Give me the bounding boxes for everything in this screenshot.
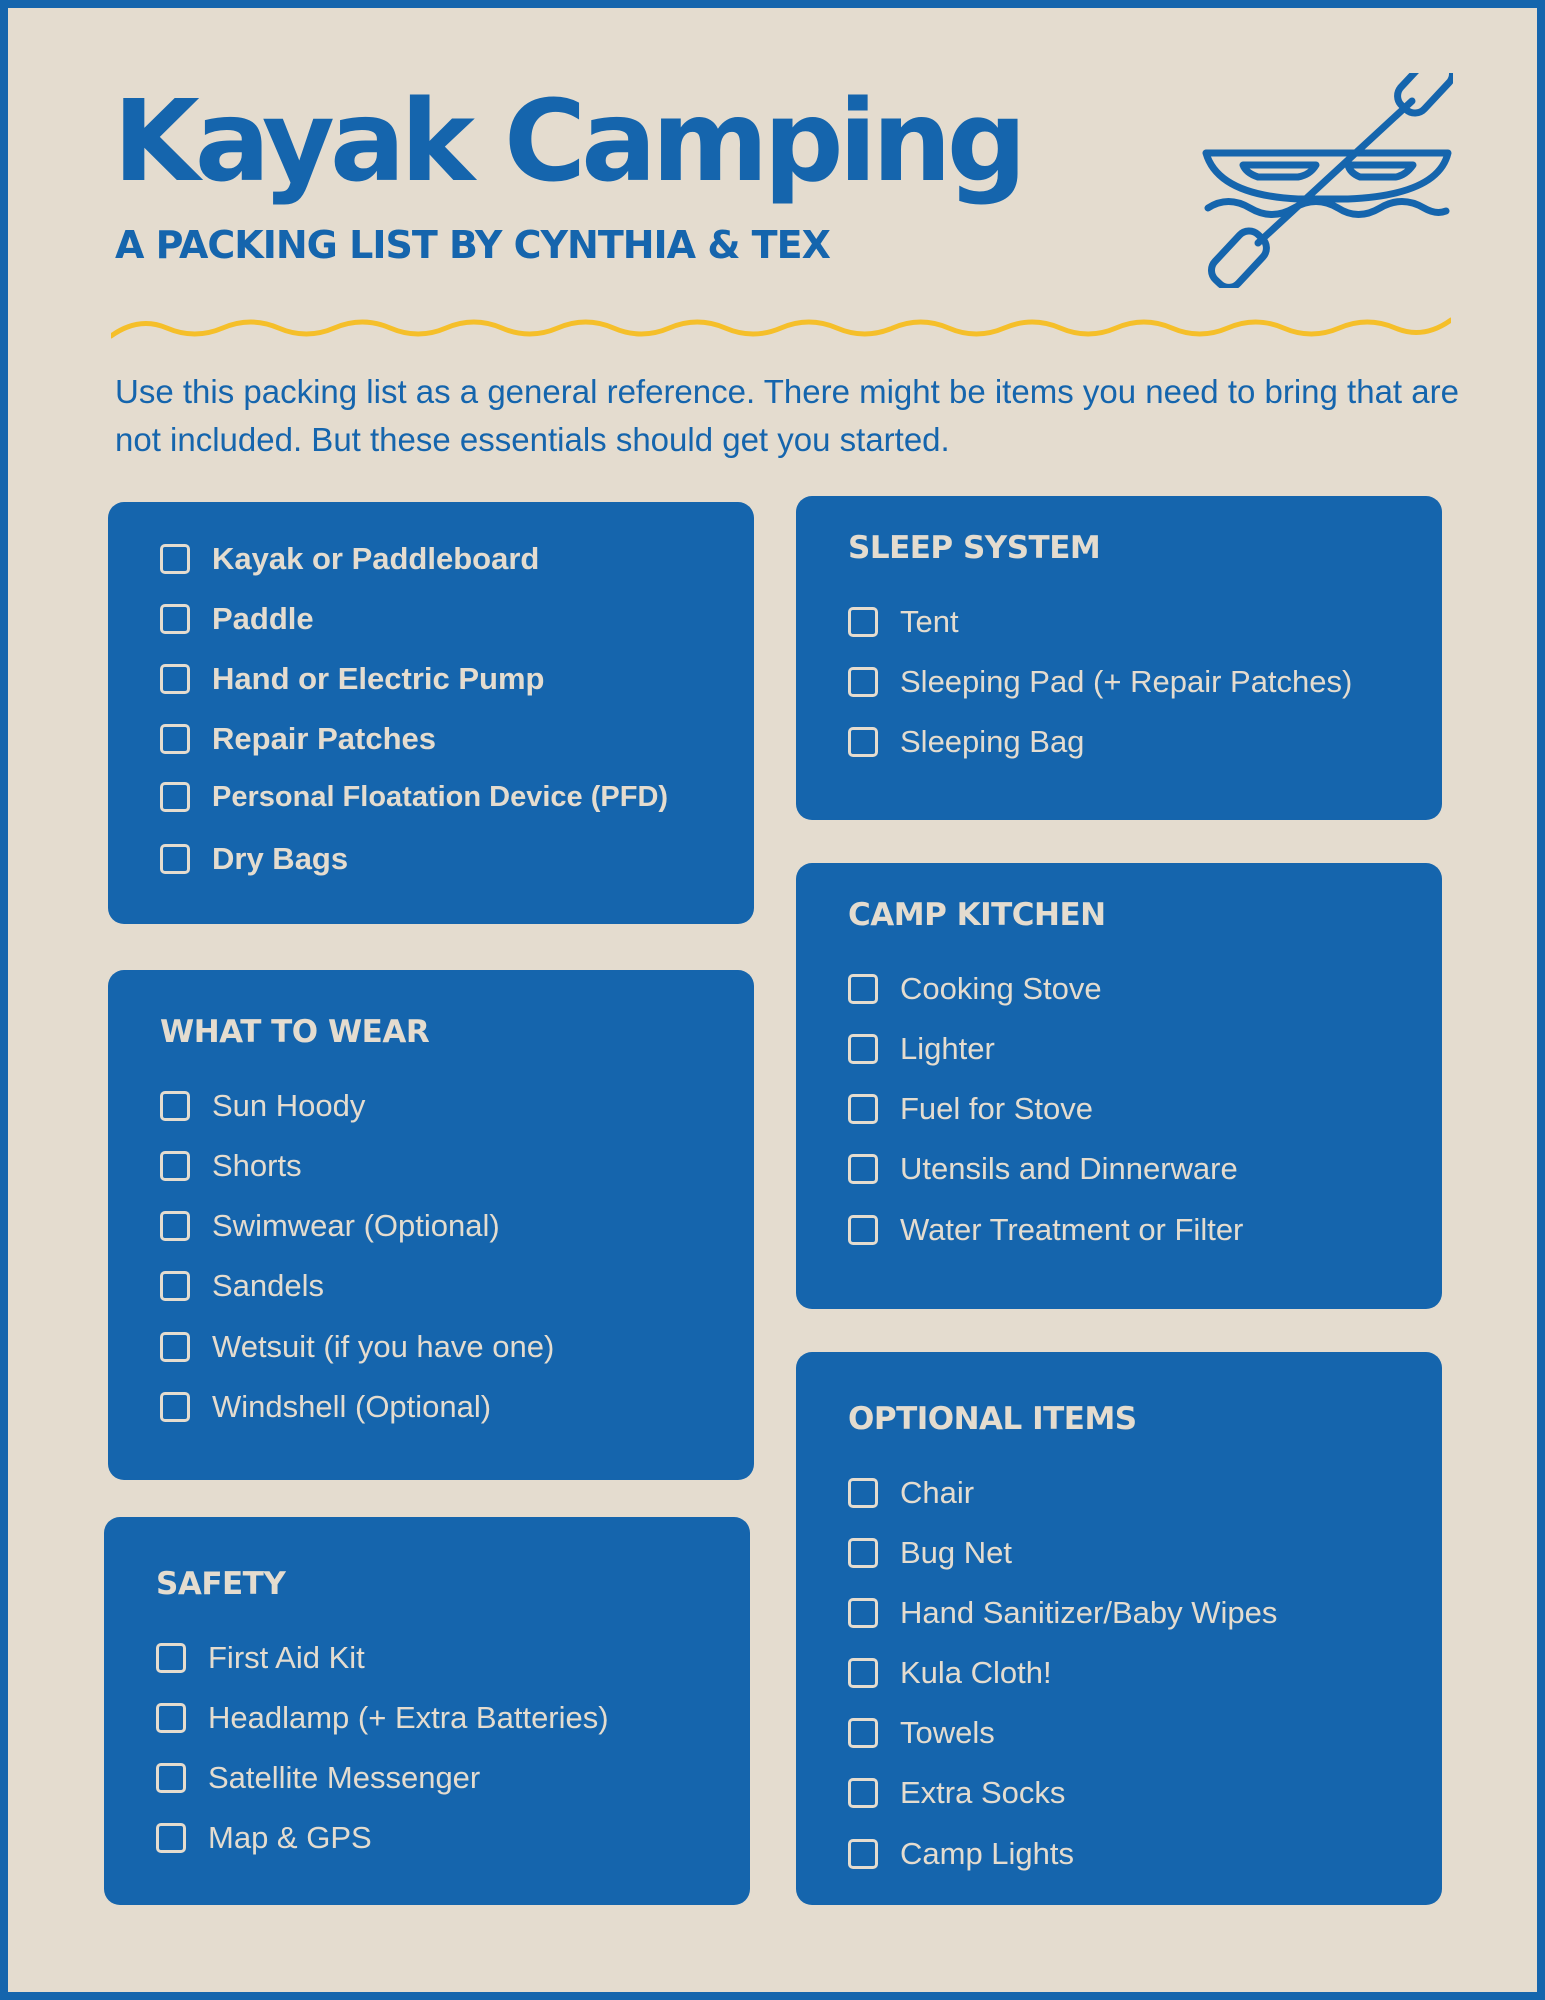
checkbox[interactable] [848,1215,878,1245]
checkbox[interactable] [156,1643,186,1673]
item-label: Repair Patches [212,721,436,756]
item-label: Hand or Electric Pump [212,661,545,696]
item-label: Dry Bags [212,841,349,876]
item-label: Satellite Messenger [208,1760,481,1795]
checklist-item[interactable] [160,1209,500,1243]
sleep-system-card [796,496,1442,820]
essentials-card [108,502,754,924]
checklist-item[interactable] [160,1269,324,1303]
item-label: Personal Floatation Device (PFD) [212,780,669,813]
item-label: Sun Hoody [212,1088,366,1123]
checkbox[interactable] [156,1763,186,1793]
checkbox[interactable] [848,1094,878,1124]
item-label: Camp Lights [900,1836,1075,1871]
item-label: Paddle [212,601,314,636]
item-label: Sleeping Bag [900,724,1085,759]
checklist-item[interactable] [156,1761,480,1795]
item-label: Kayak or Paddleboard [212,541,540,576]
checkbox[interactable] [848,1718,878,1748]
section-title: CAMP KITCHEN [848,897,1106,933]
checklist-item[interactable] [156,1641,365,1675]
checklist-item[interactable] [848,1092,1093,1126]
camp-kitchen-card [796,863,1442,1309]
page-subtitle: A PACKING LIST BY CYNTHIA & TEX [115,223,830,267]
checkbox[interactable] [848,1658,878,1688]
checklist-item[interactable] [848,1776,1065,1810]
checkbox[interactable] [848,727,878,757]
item-label: Shorts [212,1148,302,1183]
checkbox[interactable] [160,1151,190,1181]
checklist-item[interactable] [848,1152,1238,1186]
item-label: Hand Sanitizer/Baby Wipes [900,1595,1278,1630]
checklist-item[interactable] [156,1701,609,1735]
checkbox[interactable] [156,1823,186,1853]
item-label: Windshell (Optional) [212,1389,492,1424]
checkbox[interactable] [848,1538,878,1568]
section-title: OPTIONAL ITEMS [848,1401,1137,1437]
checklist-item[interactable] [848,972,1102,1006]
item-label: Sleeping Pad (+ Repair Patches) [900,664,1353,699]
checklist-item[interactable] [848,1213,1243,1247]
checkbox[interactable] [848,607,878,637]
checklist-item[interactable] [848,1837,1074,1871]
item-label: Wetsuit (if you have one) [212,1329,555,1364]
item-label: Headlamp (+ Extra Batteries) [208,1700,609,1735]
section-title: WHAT TO WEAR [160,1014,430,1050]
item-label: First Aid Kit [208,1640,365,1675]
intro-text: Use this packing list as a general reference. There might be items you need to bring that are not included. But these essentials should get you started. [115,373,1459,458]
checklist-item[interactable] [848,665,1352,699]
checklist-item[interactable] [848,1476,974,1510]
checklist-item[interactable] [160,602,314,636]
checkbox[interactable] [160,1271,190,1301]
checklist-item[interactable] [848,1536,1012,1570]
checkbox[interactable] [160,544,190,574]
item-label: Kula Cloth! [900,1655,1052,1690]
checklist-item[interactable] [160,1089,365,1123]
checkbox[interactable] [848,1839,878,1869]
item-label: Bug Net [900,1535,1013,1570]
checklist-item[interactable] [160,662,544,696]
section-title: SLEEP SYSTEM [848,530,1101,566]
checklist-item[interactable] [160,780,668,814]
wave-divider [111,308,1451,348]
checkbox[interactable] [160,724,190,754]
item-label: Towels [900,1715,995,1750]
checklist-item[interactable] [160,1390,491,1424]
optional-items-card [796,1352,1442,1905]
checklist-item[interactable] [160,842,348,876]
checkbox[interactable] [156,1703,186,1733]
checklist-item[interactable] [160,1149,302,1183]
item-label: Map & GPS [208,1820,372,1855]
checklist-item[interactable] [156,1821,372,1855]
checklist-item[interactable] [160,1330,554,1364]
checklist-item[interactable] [848,1656,1052,1690]
item-label: Cooking Stove [900,971,1102,1006]
item-label: Utensils and Dinnerware [900,1151,1238,1186]
item-label: Tent [900,604,959,639]
checkbox[interactable] [848,1778,878,1808]
item-label: Extra Socks [900,1775,1066,1810]
page-title: Kayak Camping [113,77,1022,207]
checkbox[interactable] [160,604,190,634]
checklist-item[interactable] [848,725,1084,759]
safety-card [104,1517,750,1905]
item-label: Fuel for Stove [900,1091,1093,1126]
checklist-item[interactable] [848,1716,995,1750]
kayak-paddle-icon [1198,73,1453,288]
checklist-item[interactable] [848,1032,995,1066]
checkbox[interactable] [160,1091,190,1121]
checklist-item[interactable] [848,1596,1277,1630]
checklist-item[interactable] [160,542,539,576]
section-title: SAFETY [156,1566,286,1602]
checkbox[interactable] [848,667,878,697]
item-label: Water Treatment or Filter [900,1212,1244,1247]
item-label: Lighter [900,1031,995,1066]
checkbox[interactable] [160,1332,190,1362]
item-label: Sandels [212,1268,325,1303]
checkbox[interactable] [160,782,190,812]
checkbox[interactable] [848,1154,878,1184]
checklist-item[interactable] [848,605,959,639]
checkbox[interactable] [848,974,878,1004]
checkbox[interactable] [848,1478,878,1508]
checkbox[interactable] [160,844,190,874]
checklist-item[interactable] [160,722,436,756]
item-label: Swimwear (Optional) [212,1208,500,1243]
checkbox[interactable] [160,1392,190,1422]
checkbox[interactable] [848,1598,878,1628]
checkbox[interactable] [160,1211,190,1241]
item-label: Chair [900,1475,975,1510]
what-to-wear-card [108,970,754,1480]
checkbox[interactable] [848,1034,878,1064]
checkbox[interactable] [160,664,190,694]
